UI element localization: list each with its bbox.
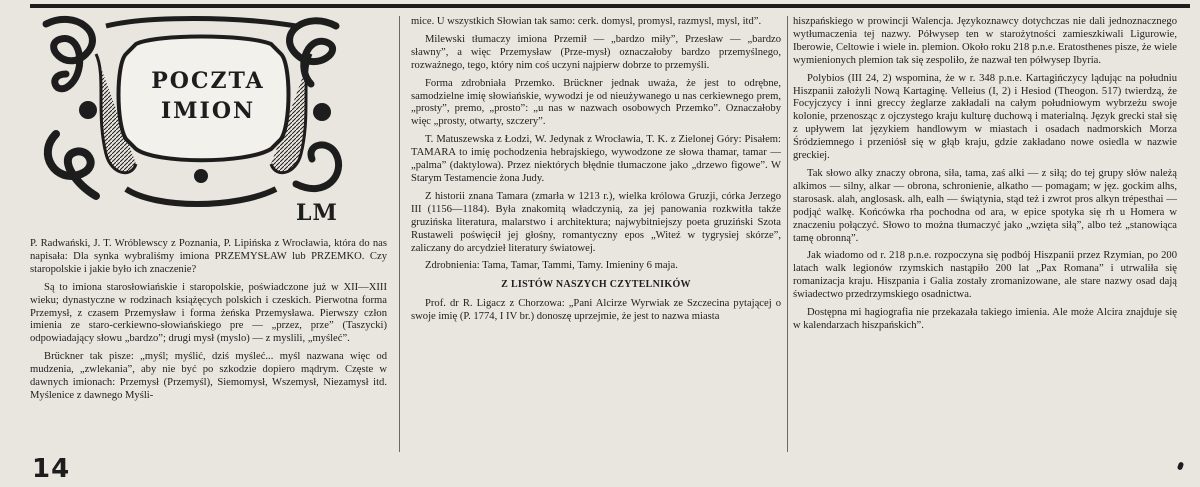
paragraph: Dostępna mi hagiografia nie przekazała takiego imienia. Ale może Alcira znajduje się w kalendarzach hiszpańskich”. xyxy=(793,307,1177,331)
header-title-top: POCZTA xyxy=(151,68,265,94)
paragraph: mice. U wszystkich Słowian tak samo: cerk. domysl, promysl, razmysl, mysl, itd”. xyxy=(411,16,762,27)
column-divider xyxy=(787,16,788,452)
paragraph: Tak słowo alky znaczy obrona, siła, tama, zaś alki — z siłą; do tej grupy słów należą alkimos — silny, alkar — obrona, schronienie, alkatho — pomagam; w jęz. gockim alhs, starosask. alah, anglosask. alh, ealh — świątynia, stąd też i zwrot pros alkyn trépesthai — podjąć walkę. Końcówka rha pochodna od ara, w epice spotyka się rh u Homera w znaczeniu połączyć. Słowo to można tłumaczyć jako „wzięta siłą”, albo też „stanowiąca tamę obronną”. xyxy=(793,167,1177,244)
column-2 xyxy=(411,16,781,456)
paragraph: Są to imiona starosłowiańskie i staropolskie, poświadczone już w XII—XIII wieku; dynastyczne w rodzinach książęcych polskich i czeskich. Pierwotna forma Przemysł, z czasem Przemysław i forma żeńska Przemysława. Pierwszy człon imienia ze staro-cerkiewno-słowiańskiego pre — „przez, prze” (Taszycki) odpowiadający słowu „bardzo”; drugi mysł (myslo) — z myslili, „myśleć”. xyxy=(30,281,387,345)
column-1 xyxy=(30,16,387,454)
paragraph: Jak wiadomo od r. 218 p.n.e. rozpoczyna się podbój Hiszpanii przez Rzymian, po 200 latach walk legionów rzymskich nastąpiło 200 lat „Pax Romana” i utrwaliła się romanizacja kraju. Hiszpania i Galia zostały zromanizowane, ale stare nazwy osad dają świadectwo przedrzymskiego osadnictwa. xyxy=(793,250,1177,301)
top-rule xyxy=(30,4,1190,8)
paragraph: Brückner tak pisze: „myśl; myślić, dziś myśleć... myśl nazwana więc od mudzenia, „zwlekania”, aby nie być po szkodzie dopiero mądrym. Częste w dawnych imionach: Przemysł (Przemyśl), Siemomysł, Wszemysł, Niezamysł itd. Myślenice z dawnego Myśli- xyxy=(30,351,387,401)
paragraph: Zdrobnienia: Tama, Tamar, Tammi, Tamy. Imieniny 6 maja. xyxy=(425,260,678,272)
column-3 xyxy=(793,16,1177,456)
paragraph: P. Radwański, J. T. Wróblewscy z Poznania, P. Lipińska z Wrocławia, która do nas napisała: Dla synka wybraliśmy imiona PRZEMYSŁAW lub PRZEMKO. Czy staropolskie i jakie było ich znaczenie? xyxy=(30,238,387,275)
paragraph: hiszpańskiego w prowincji Walencja. Językoznawcy dotychczas nie dali jednoznacznego wytłumaczenia tej nazwy. Półwysep ten w starożytności zamieszkiwali Ligurowie, Iberowie, Celtowie i wiele in. plemion. Około roku 218 p.n.e. Eratosthenes pisze, że wiele wymienionych plemion tak się zespoliło, że nazwał ten półwysep Ibyria. xyxy=(793,16,1177,66)
paragraph: Z historii znana Tamara (zmarła w 1213 r.), wielka królowa Gruzji, córka Jerzego III (1156—1184). Była znakomitą władczynią, za jej panowania rozkwitła także gruzińska literatura, malarstwo i architektura; najwybitniejszy poeta gruziński Szota Rustaweli poświęcił jej głośny, romantyczny epos „Witeź w tygrysiej skórze”, zaliczany do arcydzieł literatury światowej. xyxy=(411,190,781,254)
column-divider xyxy=(399,16,400,452)
paragraph: Polybios (III 24, 2) wspomina, że w r. 348 p.n.e. Kartagińczycy lądując na południu Hiszpanii założyli Nową Kartaginę. Velleius (I, 2) i Hesiod (Theogon. 517) twierdzą, że Focyjczycy i inni greccy żeglarze zakładali na całym południowym wybrzeżu swoje kolonie, przenosząc z ojczystego kraju kulturę duchową i materialną. Język grecki stał się z upływem lat językiem handlowym w miastach i osadach nadmorskich Morza Śródziemnego i przeniósł się w głąb kraju, gdzie zakładano nowe osiedla w nazwie greckiej. xyxy=(793,72,1177,162)
paragraph: Forma zdrobniała Przemko. Brückner jednak uważa, że jest to odrębne, samodzielne imię słowiańskie, wywodzi je od nieużywanego u nas cerkiewnego prem, „prosty”, premo, „prosto”: „u nas w nazwach osobowych Przemko”. Oznaczałoby więc „prosty, otwarty, szczery”. xyxy=(411,77,781,128)
page-number: 14 xyxy=(32,454,71,484)
paragraph: T. Matuszewska z Łodzi, W. Jedynak z Wrocławia, T. K. z Zielonej Góry: Pisałem: TAMARA to imię pochodzenia hebrajskiego, wywodzone ze słowa thamar, tamar — „palma” (daktylowa). Przez niektórych błędnie tłumaczone jako „drzewo figowe”. W Starym Testamencie żona Judy. xyxy=(411,134,781,184)
header-title-bottom: IMION xyxy=(160,98,256,124)
paragraph: Milewski tłumaczy imiona Przemił — „bardzo miły”, Przesław — „bardzo sławny”, a więc Przemysław (Prze-mysł) oznaczałoby bardzo przemyślnego, rozważnego, tego, który nim coś uczyni najpierw dobrze to przemyśli. xyxy=(411,33,781,71)
section-heading: Z LISTÓW NASZYCH CZYTELNIKÓW xyxy=(501,279,691,291)
paragraph: Prof. dr R. Ligacz z Chorzowa: „Pani Alcirze Wyrwiak ze Szczecina pytającej o swoje imię (P. 1774, I IV br.) donoszę uprzejmie, że jest to nazwa miasta xyxy=(411,298,781,323)
ink-mark xyxy=(1177,461,1184,470)
author-initials: LM xyxy=(296,200,338,226)
